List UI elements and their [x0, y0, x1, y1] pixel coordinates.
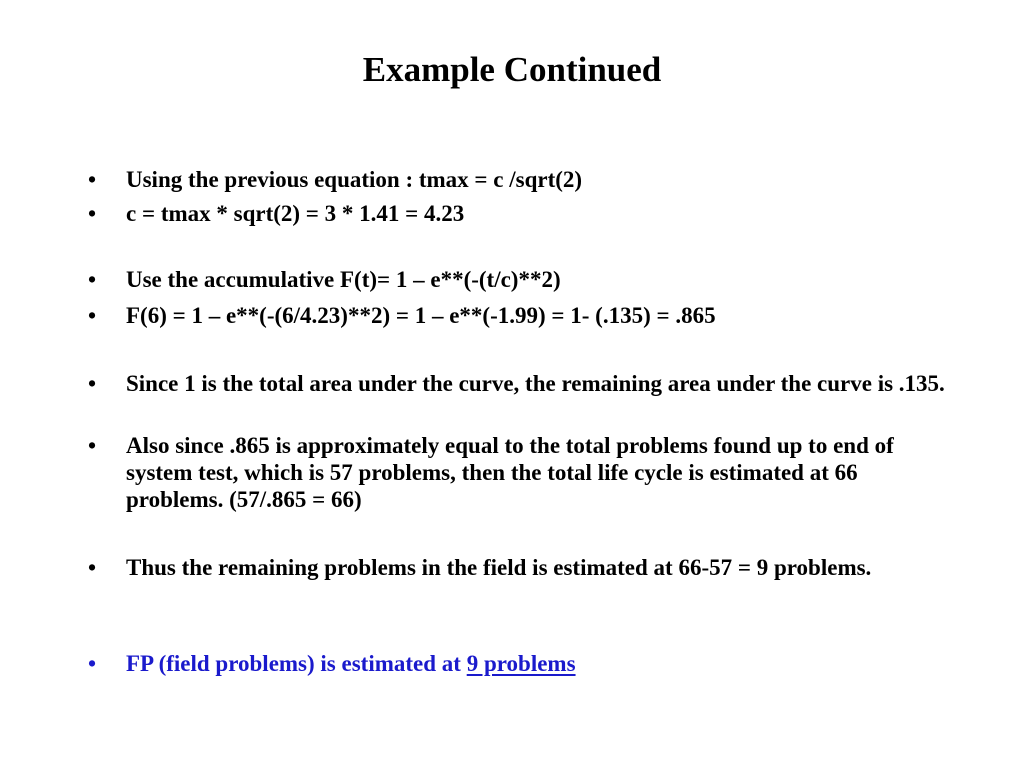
bullet-dot: •: [88, 303, 97, 328]
bullet-item: [88, 554, 948, 581]
bullet-item: [88, 432, 948, 513]
bullet-item: [88, 370, 948, 397]
bullet-text: [126, 650, 948, 677]
bullet-text-lead: FP (field problems) is estimated at: [126, 651, 467, 676]
bullet-dot: •: [88, 267, 97, 292]
bullet-text: F(6) = 1 – e**(-(6/4.23)**2) = 1 – e**(-1.99) = 1- (.135) = .865: [126, 303, 716, 328]
field-problems-link[interactable]: 9 problems: [466, 651, 576, 676]
bullet-text: c = tmax * sqrt(2) = 3 * 1.41 = 4.23: [126, 201, 465, 226]
bullet-dot: •: [88, 201, 97, 226]
bullet-item: [88, 200, 948, 227]
bullet-item: [88, 266, 948, 293]
bullet-dot: •: [88, 371, 97, 396]
bullet-dot: •: [88, 651, 97, 676]
bullet-text: Since 1 is the total area under the curve, the remaining area under the curve is .135.: [126, 371, 945, 396]
bullet-dot: •: [88, 555, 97, 580]
bullet-dot: •: [88, 433, 97, 458]
bullet-text: Use the accumulative F(t)= 1 – e**(-(t/c)**2): [126, 267, 561, 292]
slide-title: Example Continued: [362, 50, 662, 89]
bullet-text: Also since .865 is approximately equal to the total problems found up to end of system test, which is 57 problems, then the total life cycle is estimated at 66 problems. (57/.865 = 66): [126, 433, 894, 512]
bullet-item-highlight: [88, 650, 948, 677]
bullet-dot: •: [88, 167, 97, 192]
bullet-item: [88, 302, 948, 329]
bullet-text: Using the previous equation : tmax = c /sqrt(2): [126, 167, 583, 192]
bullet-item: [88, 166, 948, 193]
bullet-text: Thus the remaining problems in the field is estimated at 66-57 = 9 problems.: [126, 555, 872, 580]
